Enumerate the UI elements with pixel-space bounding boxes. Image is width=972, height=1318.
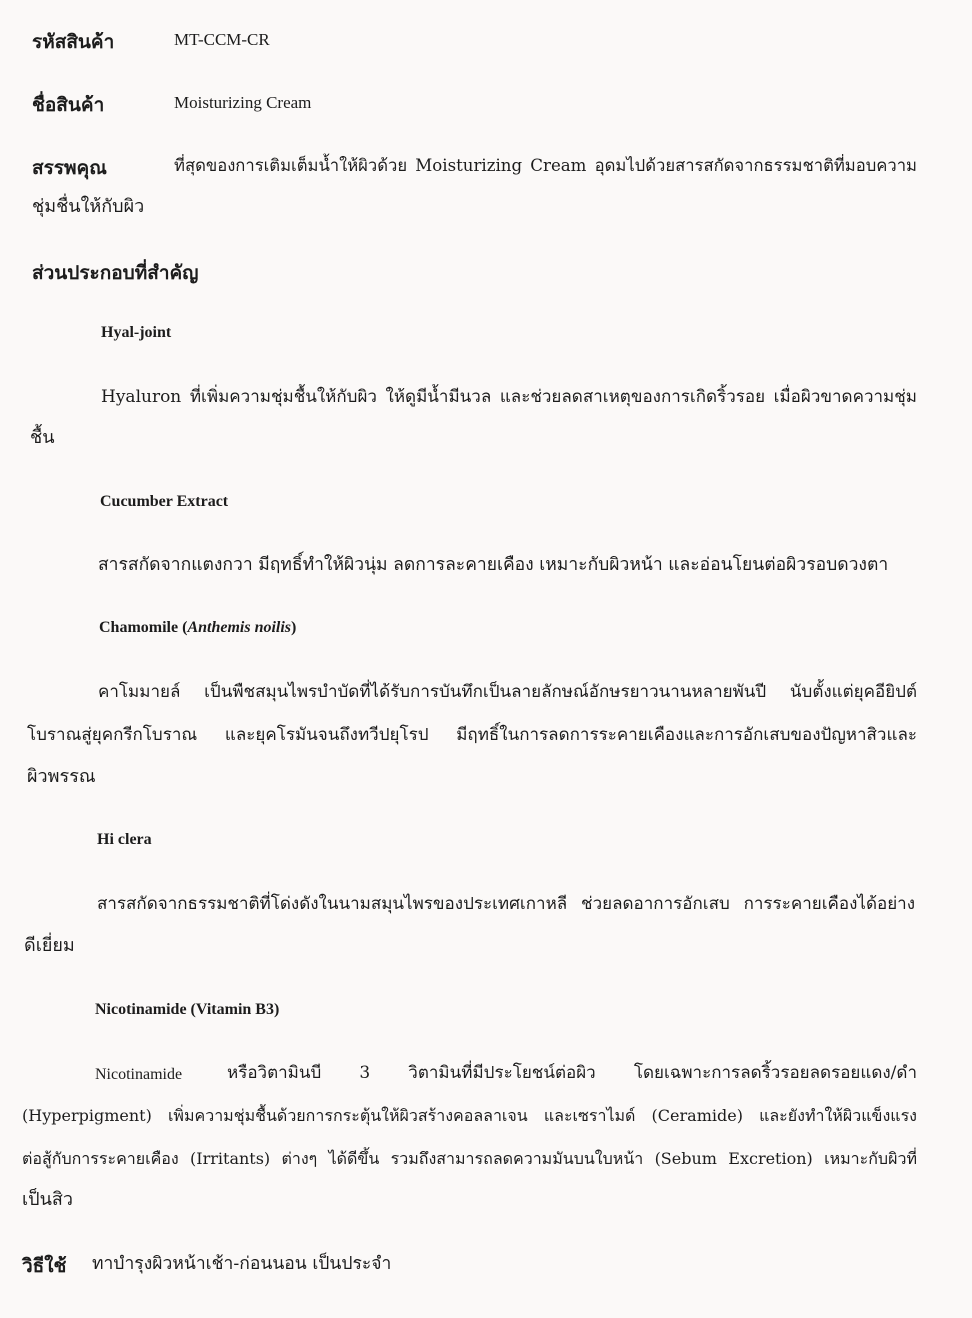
chamomile-title-italic: Anthemis noilis: [187, 619, 292, 636]
ingredients-label: ส่วนประกอบที่สำคัญ: [32, 262, 199, 284]
chamomile-line-3: ผิวพรรณ: [27, 766, 96, 787]
properties-line-2: ชุ่มชื่นให้กับผิว: [32, 196, 145, 217]
product-name-label: ชื่อสินค้า: [32, 94, 105, 116]
chamomile-title-plain: Chamomile (: [99, 619, 188, 636]
properties-line-1: ที่สุดของการเติมเต็มน้ำให้ผิวด้วย Moisturizing Cream อุดมไปด้วยสารสกัดจากธรรมชาติที่มอบความ: [174, 156, 917, 175]
usage-label: วิธีใช้: [22, 1255, 67, 1277]
chamomile-line-2: โบราณสู่ยุคกรีกโบราณ และยุคโรมันจนถึงทวีปยุโรป มีฤทธิ์ในการลดการระคายเคืองและการอักเสบของปัญหาสิวและ: [27, 725, 917, 745]
cucumber-title: Cucumber Extract: [100, 493, 229, 510]
properties-label: สรรพคุณ: [32, 157, 107, 179]
nicotinamide-line-3: ต่อสู้กับการระคายเคือง (Irritants) ต่างๆ ได้ดีขึ้น รวมถึงสามารถลดความมันบนใบหน้า (Sebum Excretion) เหมาะกับผิวที่: [22, 1149, 917, 1168]
hi-clera-line-2: ดีเยี่ยม: [24, 935, 75, 956]
hyal-joint-line-2: ชื้น: [30, 427, 55, 448]
nicotinamide-line-2: (Hyperpigment) เพิ่มความชุ่มชื้นด้วยการกระตุ้นให้ผิวสร้างคอลลาเจน และเซราไมด์ (Ceramide) และยังทำให้ผิวแข็งแรง: [22, 1106, 917, 1125]
nicotinamide-line-4: เป็นสิว: [22, 1189, 73, 1210]
chamomile-title-close: ): [291, 619, 297, 636]
chamomile-line-1: คาโมมายล์ เป็นพืชสมุนไพรบำบัดที่ได้รับการบันทึกเป็นลายลักษณ์อักษรยาวนานหลายพันปี นับตั้งแต่ยุคอียิปต์: [98, 682, 917, 702]
hyal-joint-title: Hyal-joint: [101, 324, 172, 341]
product-name-value: Moisturizing Cream: [174, 93, 312, 112]
nicotinamide-line-1-rest: หรือวิตามินบี 3 วิตามินที่มีประโยชน์ต่อผิว โดยเฉพาะการลดริ้วรอยลดรอยแดง/ดำ: [227, 1063, 917, 1083]
product-code-value: MT-CCM-CR: [174, 30, 270, 49]
hi-clera-line-1: สารสกัดจากธรรมชาติที่โด่งดังในนามสมุนไพรของประเทศเกาหลี ช่วยลดอาการอักเสบ การระคายเคืองได้อย่าง: [97, 894, 915, 914]
hyal-joint-line-1: Hyaluron ที่เพิ่มความชุ่มชื้นให้กับผิว ให้ดูมีน้ำมีนวล และช่วยลดสาเหตุของการเกิดริ้วรอย เมื่อผิวขาดความชุ่ม: [101, 387, 917, 407]
hi-clera-title: Hi clera: [97, 831, 152, 848]
nicotinamide-title: Nicotinamide (Vitamin B3): [95, 1001, 280, 1018]
cucumber-line-1: สารสกัดจากแตงกวา มีฤทธิ์ทำให้ผิวนุ่ม ลดการละคายเคือง เหมาะกับผิวหน้า และอ่อนโยนต่อผิวรอบดวงตา: [98, 555, 889, 575]
nicotinamide-line-1-lead: Nicotinamide: [95, 1066, 183, 1083]
product-code-label: รหัสสินค้า: [32, 31, 115, 53]
chamomile-title: [99, 619, 296, 637]
usage-value: ทาบำรุงผิวหน้าเช้า-ก่อนนอน เป็นประจำ: [92, 1254, 392, 1274]
